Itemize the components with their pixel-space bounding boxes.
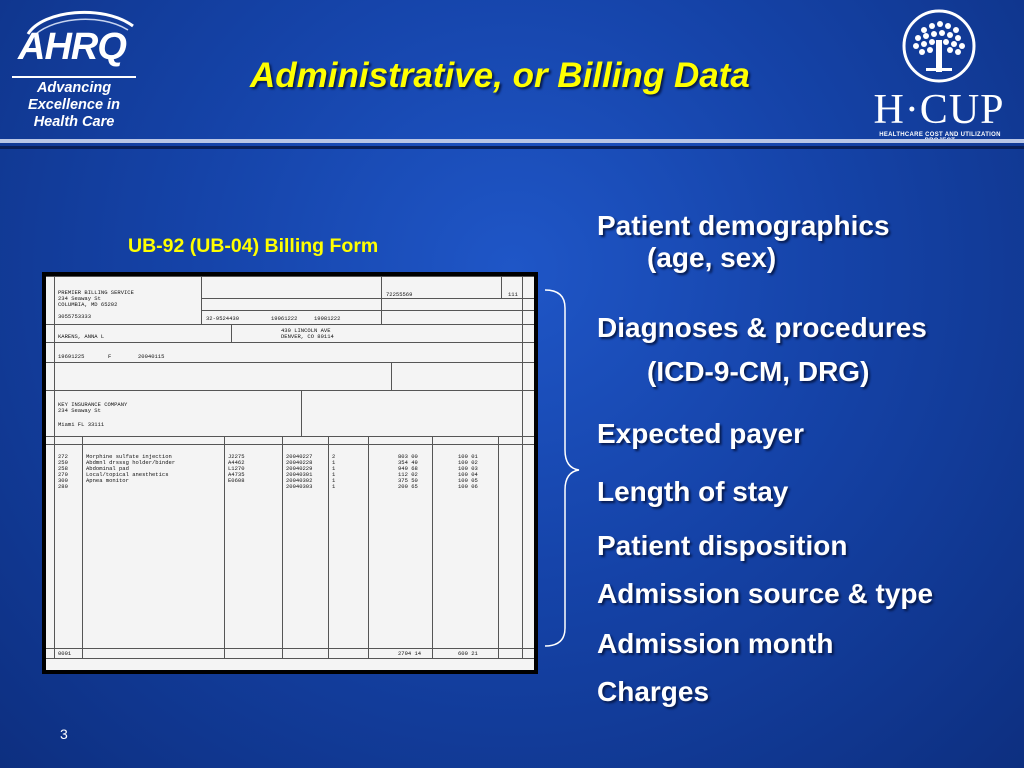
bullet-item bbox=[597, 312, 927, 388]
line-item-date: 20040229 bbox=[286, 465, 313, 472]
birthdate: 19691225 bbox=[58, 353, 85, 360]
curly-brace-icon bbox=[543, 288, 583, 648]
fed-tax-no: 32-9524430 bbox=[206, 315, 240, 322]
provider-line: PREMIER BILLING SERVICE bbox=[58, 289, 134, 296]
payer-line: KEY INSURANCE COMPANY bbox=[58, 401, 128, 408]
line-item-date: 20040302 bbox=[286, 477, 313, 484]
statement-through: 19981222 bbox=[314, 315, 341, 322]
line-item-desc: Morphine sulfate injection bbox=[86, 453, 172, 460]
line-item-code: 250 bbox=[58, 459, 68, 466]
line-item-units: 1 bbox=[332, 477, 336, 484]
line-item-date: 20040228 bbox=[286, 459, 313, 466]
billing-form-image bbox=[42, 272, 538, 674]
line-item-desc: Abdmnl drsssg holder/binder bbox=[86, 459, 176, 466]
line-item-code: 272 bbox=[58, 453, 68, 460]
line-item-noncov: 100 02 bbox=[458, 459, 478, 466]
total-noncovered: 600 21 bbox=[458, 650, 478, 657]
admission-date: 20040115 bbox=[138, 353, 165, 360]
line-item-date: 20040301 bbox=[286, 471, 313, 478]
line-item-hcpcs: A4735 bbox=[228, 471, 245, 478]
line-item-code: 258 bbox=[58, 465, 68, 472]
bullet-item: Patient disposition bbox=[597, 530, 848, 561]
line-item-noncov: 100 05 bbox=[458, 477, 478, 484]
line-item-noncov: 100 03 bbox=[458, 465, 478, 472]
provider-line: 3055753333 bbox=[58, 313, 92, 320]
payer-line: Miami FL 33111 bbox=[58, 421, 105, 428]
bullet-text: Patient demographics bbox=[597, 210, 890, 241]
hcup-logo bbox=[866, 8, 1016, 136]
ahrq-logo bbox=[8, 6, 138, 134]
ahrq-tagline-line: Excellence in bbox=[28, 97, 120, 113]
line-item-desc: Abdominal pad bbox=[86, 465, 129, 472]
line-item-charge: 354 49 bbox=[398, 459, 418, 466]
line-item-desc: Local/topical anesthetics bbox=[86, 471, 169, 478]
ahrq-tagline-line: Advancing bbox=[36, 80, 112, 96]
ahrq-wordmark: AHRQ bbox=[18, 26, 126, 68]
line-item-noncov: 100 01 bbox=[458, 453, 478, 460]
ahrq-tagline bbox=[8, 80, 140, 131]
patient-address: DENVER, CO 80114 bbox=[281, 333, 334, 340]
line-item-date: 20040227 bbox=[286, 453, 313, 460]
line-item-code: 300 bbox=[58, 477, 68, 484]
statement-from: 19961222 bbox=[271, 315, 298, 322]
bullet-item: Admission source & type bbox=[597, 578, 934, 609]
form-caption: UB-92 (UB-04) Billing Form bbox=[128, 235, 379, 257]
line-item-units: 1 bbox=[332, 483, 336, 490]
line-item-charge: 949 68 bbox=[398, 465, 418, 472]
ahrq-divider bbox=[12, 76, 136, 78]
type-of-bill: 111 bbox=[508, 291, 518, 298]
payer-line: 234 Seaway St bbox=[58, 407, 101, 414]
bullet-subtext: (ICD-9-CM, DRG) bbox=[647, 356, 870, 387]
line-item-charge: 200 65 bbox=[398, 483, 418, 490]
tree-globe-icon bbox=[866, 8, 1016, 88]
patient-address: 430 LINCOLN AVE bbox=[281, 327, 331, 334]
control-number: 72255569 bbox=[386, 291, 413, 298]
line-item-units: 1 bbox=[332, 465, 336, 472]
bullet-item bbox=[597, 210, 890, 274]
patient-name: KARENS, ANNA L bbox=[58, 333, 105, 340]
hcup-subtitle: HEALTHCARE COST AND UTILIZATION bbox=[879, 132, 1001, 138]
slide-number: 3 bbox=[60, 726, 68, 742]
line-item-code: 270 bbox=[58, 471, 68, 478]
provider-line: 234 Seaway St bbox=[58, 295, 101, 302]
line-item-noncov: 100 06 bbox=[458, 483, 478, 490]
line-item-hcpcs: E0608 bbox=[228, 477, 245, 484]
hcup-wordmark: H·CUP bbox=[873, 87, 1005, 133]
bullet-text: Diagnoses & procedures bbox=[597, 312, 927, 343]
header-divider-light bbox=[0, 139, 1024, 143]
line-item-desc: Apnea monitor bbox=[86, 477, 129, 484]
total-code: 0001 bbox=[58, 650, 72, 657]
line-item-units: 2 bbox=[332, 453, 336, 460]
line-item-code: 280 bbox=[58, 483, 68, 490]
bullet-item: Expected payer bbox=[597, 418, 804, 449]
provider-line: COLUMBIA, MD 65202 bbox=[58, 301, 118, 308]
line-item-hcpcs: A4462 bbox=[228, 459, 245, 466]
bullet-item: Length of stay bbox=[597, 476, 789, 507]
bullet-item: Charges bbox=[597, 676, 710, 707]
line-item-units: 1 bbox=[332, 471, 336, 478]
line-item-charge: 112 02 bbox=[398, 471, 418, 478]
line-item-units: 1 bbox=[332, 459, 336, 466]
bullet-item: Admission month bbox=[597, 628, 834, 659]
line-item-date: 20040303 bbox=[286, 483, 313, 490]
line-item-noncov: 100 04 bbox=[458, 471, 478, 478]
line-item-hcpcs: L1270 bbox=[228, 465, 245, 472]
slide-title: Administrative, or Billing Data bbox=[250, 56, 750, 95]
line-item-hcpcs: J2275 bbox=[228, 453, 245, 460]
bullet-subtext: (age, sex) bbox=[647, 242, 777, 273]
ahrq-tagline-line: Health Care bbox=[33, 114, 115, 130]
sex: F bbox=[108, 353, 112, 360]
line-item-charge: 375 50 bbox=[398, 477, 418, 484]
line-item-charge: 803 00 bbox=[398, 453, 418, 460]
total-charge: 2794 14 bbox=[398, 650, 422, 657]
header-divider-dark bbox=[0, 146, 1024, 149]
ub92-form bbox=[46, 276, 534, 670]
